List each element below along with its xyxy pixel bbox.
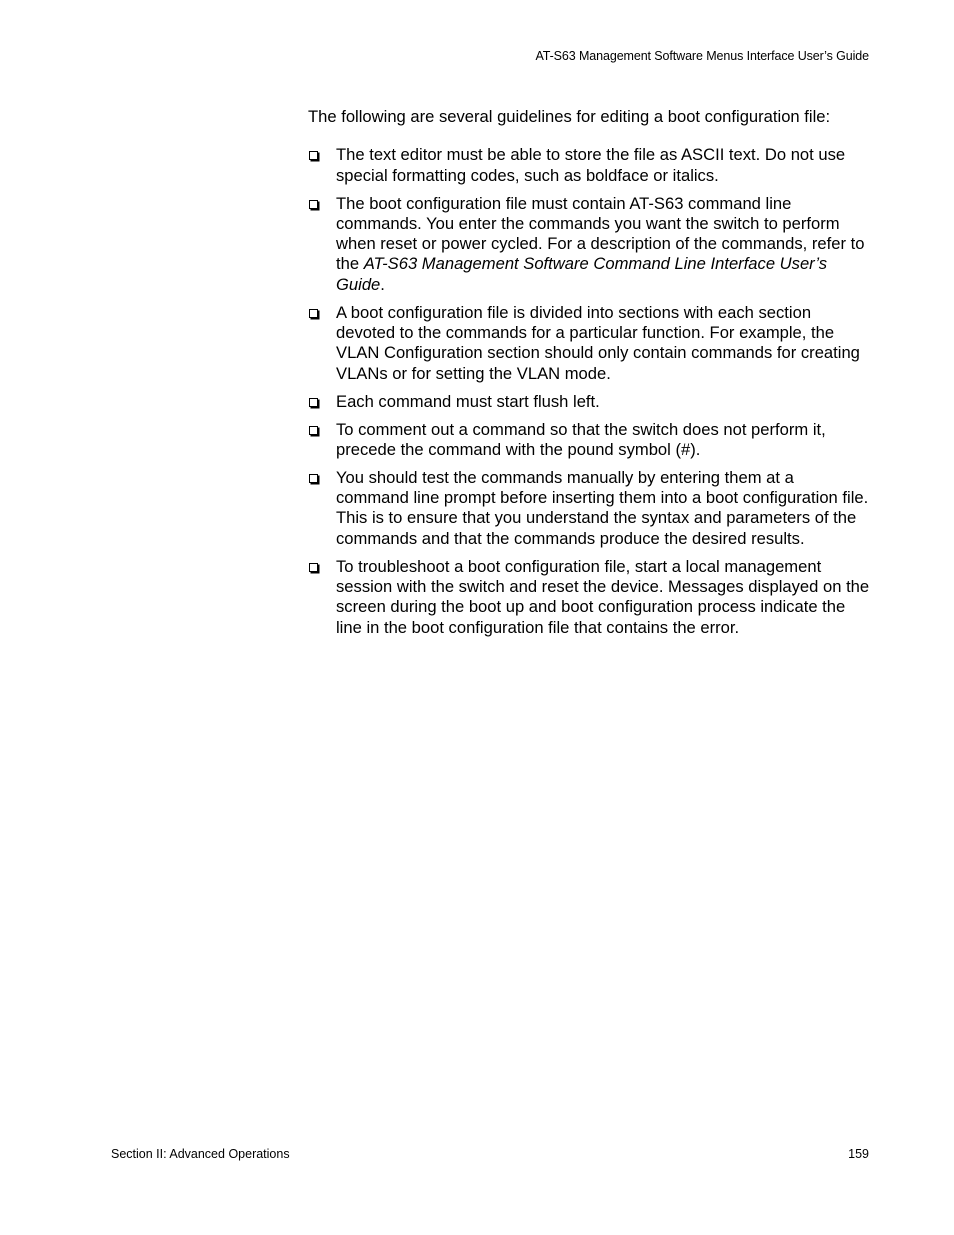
- page-body: [308, 107, 870, 646]
- list-item: [308, 420, 870, 461]
- square-bullet-icon: [309, 426, 318, 435]
- list-item: [308, 194, 870, 295]
- list-item: [308, 392, 870, 412]
- list-item: [308, 303, 870, 384]
- list-item: [308, 145, 870, 186]
- list-item-text: The text editor must be able to store the file as ASCII text. Do not use special formatting codes, such as boldface or italics.: [336, 145, 846, 185]
- list-item-text: To troubleshoot a boot configuration file, start a local management session with the switch and reset the device. Messages displayed on the screen during the boot up and boot configuration process indicate the line in the boot configuration file that contains the error.: [336, 556, 870, 637]
- list-item: [308, 468, 870, 549]
- footer-section-title: Section II: Advanced Operations: [111, 1147, 290, 1161]
- guide-title-reference: AT-S63 Management Software Command Line Interface User’s Guide: [336, 254, 828, 294]
- square-bullet-icon: [309, 151, 318, 160]
- square-bullet-icon: [309, 563, 318, 572]
- intro-paragraph: The following are several guidelines for editing a boot configuration file:: [308, 107, 831, 126]
- square-bullet-icon: [309, 200, 318, 209]
- list-item-text: A boot configuration file is divided into sections with each section devoted to the commands for a particular function. For example, the VLAN Configuration section should only contain commands for creating VLANs or for setting the VLAN mode.: [336, 302, 860, 383]
- square-bullet-icon: [309, 398, 318, 407]
- running-header: AT-S63 Management Software Menus Interface User’s Guide: [535, 49, 869, 63]
- list-item-text-end: .: [380, 274, 385, 294]
- square-bullet-icon: [309, 309, 318, 318]
- list-item-text: The boot configuration file must contain AT-S63 command line commands. You enter the commands you want the switch to perform when reset or power cycled. For a description of the commands, refer to the: [336, 193, 865, 274]
- page-number: 159: [848, 1147, 869, 1161]
- list-item-text: You should test the commands manually by entering them at a command line prompt before inserting them into a boot configuration file. This is to ensure that you understand the syntax and parameters of the commands and that the commands produce the desired results.: [336, 467, 869, 548]
- guidelines-list: [308, 145, 870, 638]
- list-item-text: Each command must start flush left.: [336, 391, 600, 411]
- list-item-text: To comment out a command so that the switch does not perform it, precede the command with the pound symbol (#).: [336, 419, 826, 459]
- list-item: [308, 557, 870, 638]
- square-bullet-icon: [309, 474, 318, 483]
